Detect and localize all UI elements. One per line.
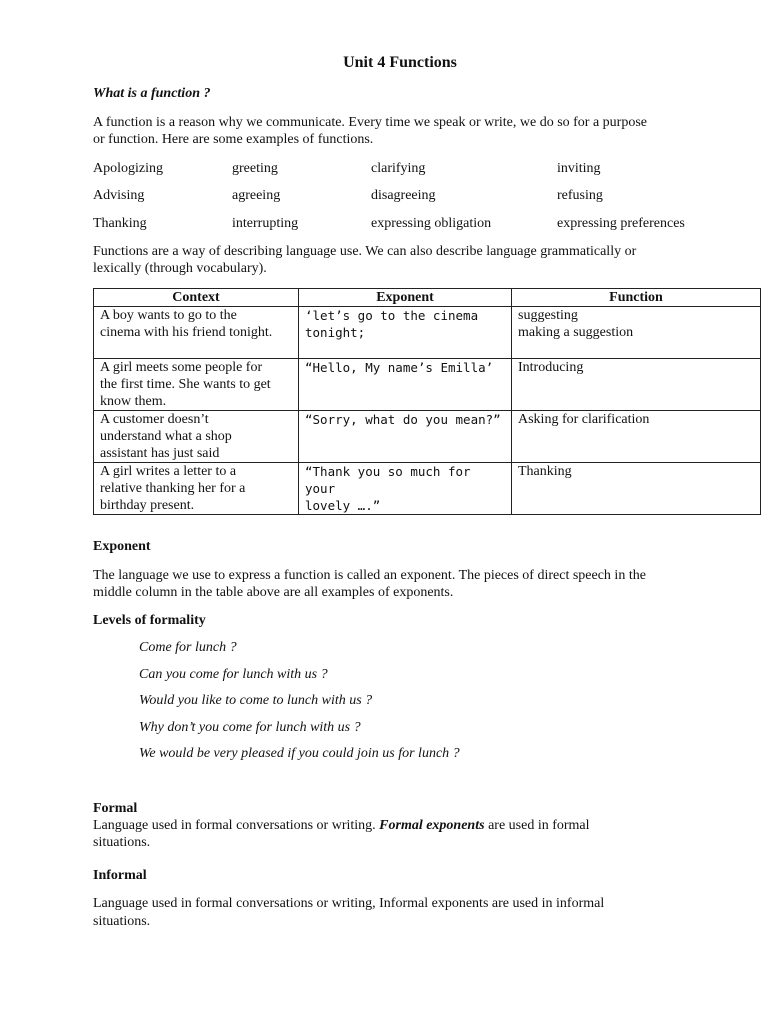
- column-header-exponent: Exponent: [299, 289, 512, 307]
- example-cell: greeting: [232, 161, 278, 176]
- function-cell: [512, 411, 761, 463]
- cell-line: the first time. She wants to get: [100, 377, 271, 392]
- exponent-cell: [299, 411, 512, 463]
- cell-line: Introducing: [518, 360, 584, 375]
- exponent-heading: Exponent: [93, 539, 151, 554]
- example-cell: agreeing: [232, 188, 281, 203]
- formality-example: Would you like to come to lunch with us ?: [139, 693, 373, 708]
- cell-line: A girl writes a letter to a: [100, 464, 237, 479]
- example-cell: expressing obligation: [371, 216, 492, 231]
- describe-line-1: Functions are a way of describing language use. We can also describe language grammatically or: [93, 244, 637, 259]
- cell-line: cinema with his friend tonight.: [100, 325, 273, 340]
- cell-line: A boy wants to go to the: [100, 308, 237, 323]
- context-cell: [94, 307, 299, 359]
- formal-exponents-emphasis: Formal exponents: [379, 818, 485, 833]
- example-cell: disagreeing: [371, 188, 436, 203]
- example-cell: Apologizing: [93, 161, 163, 176]
- table-header-row: [94, 289, 761, 307]
- functions-table: [93, 288, 761, 515]
- function-cell: [512, 463, 761, 515]
- formality-example: Come for lunch ?: [139, 640, 237, 655]
- cell-line: “Hello, My name’s Emilla’: [305, 360, 494, 375]
- formality-example: We would be very pleased if you could join us for lunch ?: [139, 746, 460, 761]
- cell-line: Asking for clarification: [518, 412, 650, 427]
- formality-example: Can you come for lunch with us ?: [139, 667, 328, 682]
- cell-line: lovely ….”: [305, 498, 381, 513]
- cell-line: ‘let’s go to the cinema tonight;: [305, 308, 479, 340]
- example-cell: clarifying: [371, 161, 426, 176]
- formal-text: are used in formal: [484, 818, 590, 833]
- function-cell: [512, 307, 761, 359]
- example-cell: Advising: [93, 188, 145, 203]
- formal-line-2: situations.: [93, 835, 151, 850]
- formal-heading: Formal: [93, 801, 138, 816]
- intro-line-2: or function. Here are some examples of functions.: [93, 132, 374, 147]
- example-cell: Thanking: [93, 216, 147, 231]
- formal-line-1: [93, 817, 590, 834]
- formality-example: Why don’t you come for lunch with us ?: [139, 720, 361, 735]
- exponent-line-2: middle column in the table above are all examples of exponents.: [93, 585, 454, 600]
- informal-line-2: situations.: [93, 914, 151, 929]
- describe-line-2: lexically (through vocabulary).: [93, 261, 267, 276]
- example-cell: expressing preferences: [557, 216, 685, 231]
- example-cell: inviting: [557, 161, 601, 176]
- context-cell: [94, 411, 299, 463]
- exponent-cell: [299, 359, 512, 411]
- cell-line: Thanking: [518, 464, 572, 479]
- cell-line: understand what a shop: [100, 429, 232, 444]
- function-cell: [512, 359, 761, 411]
- context-cell: [94, 359, 299, 411]
- column-header-context: Context: [94, 289, 299, 307]
- cell-line: relative thanking her for a: [100, 481, 246, 496]
- cell-line: “Sorry, what do you mean?”: [305, 412, 501, 427]
- table-row: [94, 307, 761, 359]
- exponent-cell: [299, 463, 512, 515]
- cell-line: suggesting: [518, 308, 578, 323]
- intro-line-1: A function is a reason why we communicate. Every time we speak or write, we do so for a purpose: [93, 115, 648, 130]
- cell-line: assistant has just said: [100, 446, 220, 461]
- cell-line: A girl meets some people for: [100, 360, 263, 375]
- cell-line: “Thank you so much for your: [305, 464, 471, 496]
- informal-heading: Informal: [93, 868, 147, 883]
- example-cell: refusing: [557, 188, 603, 203]
- cell-line: A customer doesn’t: [100, 412, 209, 427]
- context-cell: [94, 463, 299, 515]
- what-is-function-heading: What is a function ?: [93, 86, 211, 101]
- column-header-function: Function: [512, 289, 761, 307]
- table-row: [94, 359, 761, 411]
- cell-line: making a suggestion: [518, 325, 634, 340]
- exponent-line-1: The language we use to express a function is called an exponent. The pieces of direct speech in the: [93, 568, 646, 583]
- exponent-cell: [299, 307, 512, 359]
- table-row: [94, 463, 761, 515]
- table-row: [94, 411, 761, 463]
- cell-line: know them.: [100, 394, 167, 409]
- levels-heading: Levels of formality: [93, 613, 206, 628]
- cell-line: birthday present.: [100, 498, 195, 513]
- formal-text: Language used in formal conversations or writing.: [93, 818, 380, 833]
- example-cell: interrupting: [232, 216, 299, 231]
- informal-line-1: Language used in formal conversations or writing, Informal exponents are used in informal: [93, 896, 605, 911]
- page-title: Unit 4 Functions: [343, 54, 457, 71]
